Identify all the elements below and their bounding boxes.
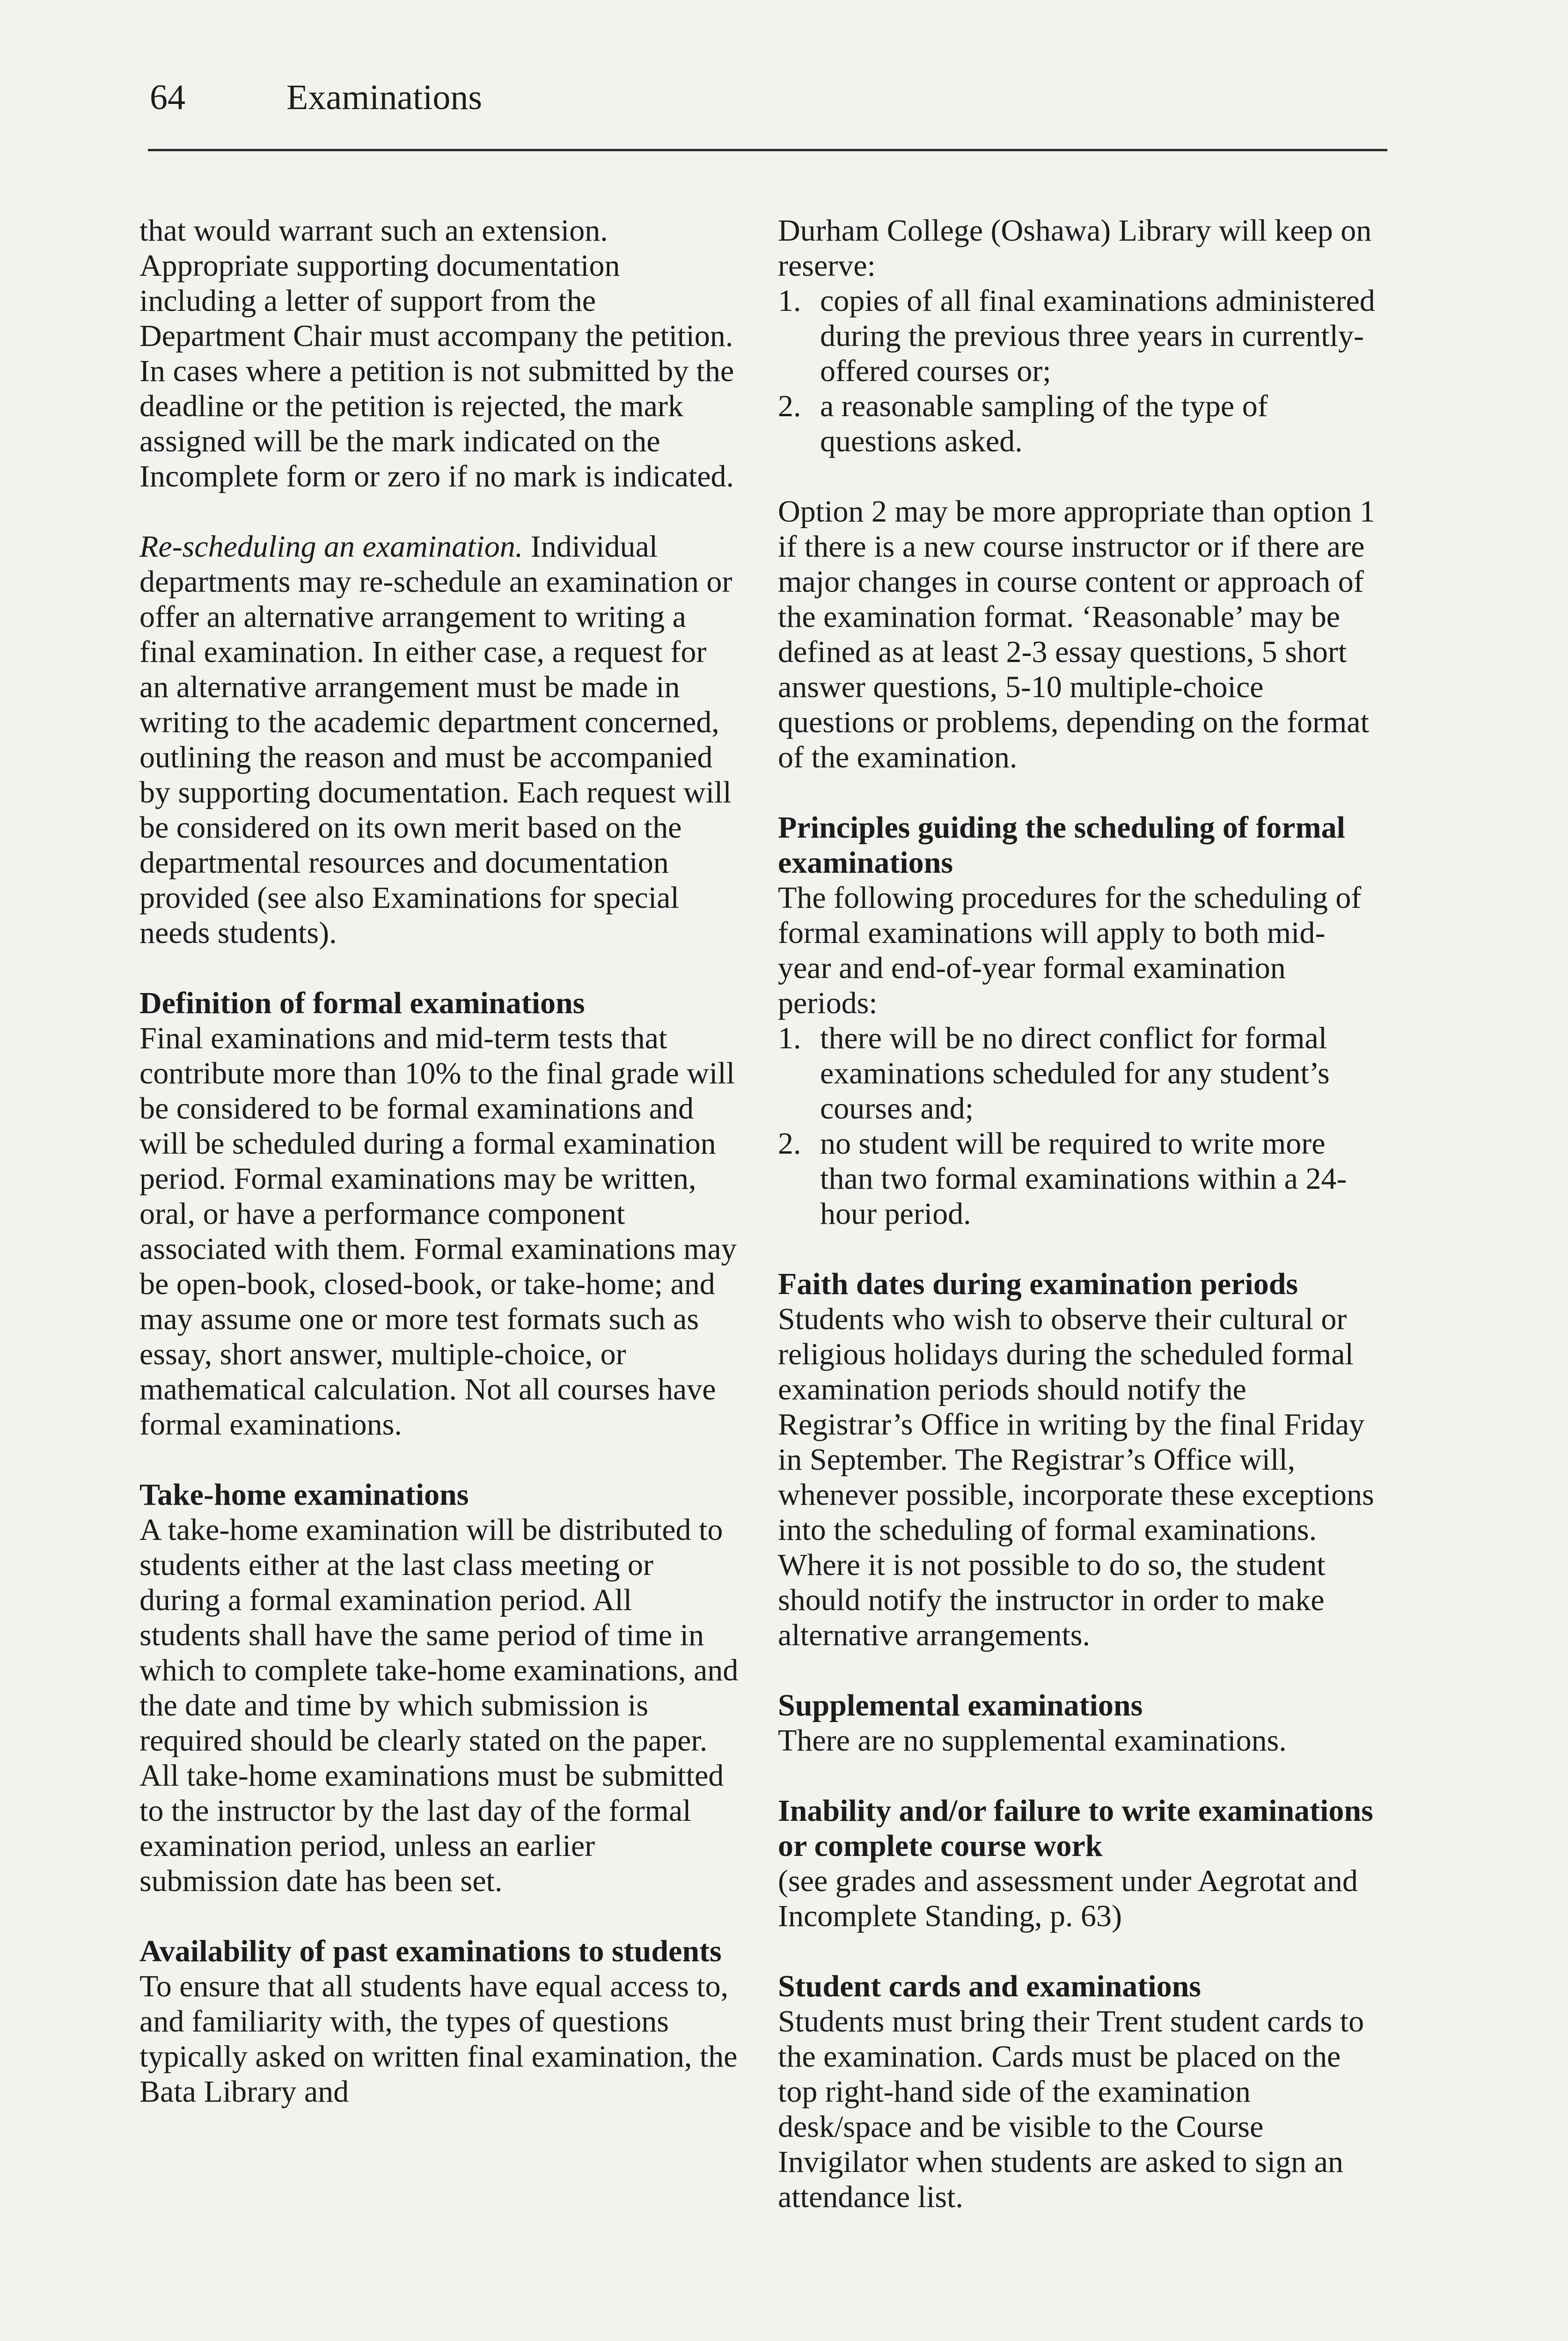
principles-heading: Principles guiding the scheduling of formal examinations [778,810,1345,880]
past-exams-heading: Availability of past examinations to students [139,1934,722,1968]
list-item [778,389,1377,459]
list-item-text: there will be no direct conflict for formal examinations scheduled for any student’s courses and; [820,1021,1330,1126]
list-item-text: a reasonable sampling of the type of questions asked. [820,389,1268,458]
supplemental-block [778,1688,1377,1758]
inability-paragraph: (see grades and assessment under Aegrotat and Incomplete Standing, p. 63) [778,1864,1358,1933]
supplemental-paragraph: There are no supplemental examinations. [778,1723,1287,1758]
section-title: Examinations [286,78,482,117]
list-item-number: 1. [778,284,801,318]
list-item-number: 2. [778,1126,801,1161]
past-exams-continued-block [778,213,1377,459]
left-column [139,213,739,2144]
past-exams-paragraph: To ensure that all students have equal access to, and familiarity with, the types of questions typically asked on written final examination, the Bata Library and [139,1969,738,2109]
reserve-list [778,283,1377,459]
list-item-text: no student will be required to write more than two formal examinations within a 24-hour period. [820,1126,1347,1231]
header-rule [148,149,1387,151]
student-cards-heading: Student cards and examinations [778,1969,1201,2003]
inability-block [778,1793,1377,1934]
list-item-text: copies of all final examinations administered during the previous three years in currently-offered courses or; [820,284,1375,388]
list-item-number: 2. [778,389,801,423]
definition-heading: Definition of formal examinations [139,986,585,1020]
rescheduling-block [139,529,739,950]
principles-intro: The following procedures for the scheduling of formal examinations will apply to both mid-year and end-of-year formal examination periods: [778,881,1362,1020]
faith-dates-block [778,1266,1377,1653]
list-item [778,283,1377,389]
faith-dates-paragraph: Students who wish to observe their cultural or religious holidays during the scheduled formal examination periods should notify the Registrar’s Office in writing by the final Friday in September. The Registrar’s Office will, whenever possible, incorporate these exceptions into the scheduling of formal examinations. Where it is not possible to do so, the student should notify the instructor in order to make alternative arrangements. [778,1302,1374,1652]
right-column [778,213,1377,2250]
take-home-heading: Take-home examinations [139,1478,469,1512]
incomplete-continuation-block [139,213,739,494]
incomplete-continuation-paragraph: that would warrant such an extension. Appropriate supporting documentation including a letter of support from the Department Chair must accompany the petition. In cases where a petition is not submitted by the deadline or the petition is rejected, the mark assigned will be the mark indicated on the Incomplete form or zero if no mark is indicated. [139,213,734,493]
student-cards-block [778,1969,1377,2215]
option-block [778,494,1377,775]
page-number: 64 [150,78,185,117]
take-home-paragraph: A take-home examination will be distributed to students either at the last class meeting or during a formal examination period. All students shall have the same period of time in which to complete take-home examinations, and the date and time by which submission is required should be clearly stated on the paper. All take-home examinations must be submitted to the instructor by the last day of the formal examination period, unless an earlier submission date has been set. [139,1513,739,1898]
principles-block [778,810,1377,1231]
faith-dates-heading: Faith dates during examination periods [778,1267,1298,1301]
inability-heading: Inability and/or failure to write examinations or complete course work [778,1794,1373,1863]
running-head [150,69,1385,125]
rescheduling-text: Individual departments may re-schedule an examination or offer an alternative arrangement to writing a final examination. In either case, a request for an alternative arrangement must be made in writing to the academic department concerned, outlining the reason and must be accompanied by supporting documentation. Each request will be considered on its own merit based on the departmental resources and documentation provided (see also Examinations for special needs students). [139,530,733,950]
definition-paragraph: Final examinations and mid-term tests that contribute more than 10% to the final grade will be considered to be formal examinations and will be scheduled during a formal examination period. Formal examinations may be written, oral, or have a performance component associated with them. Formal examinations may be open-book, closed-book, or take-home; and may assume one or more test formats such as essay, short answer, multiple-choice, or mathematical calculation. Not all courses have formal examinations. [139,1021,737,1442]
rescheduling-run-in-heading: Re-scheduling an examination. [139,530,523,564]
list-item [778,1021,1377,1126]
past-exams-block [139,1934,739,2109]
past-exams-intro: Durham College (Oshawa) Library will keep on reserve: [778,213,1372,283]
take-home-block [139,1477,739,1899]
rescheduling-paragraph [139,529,739,950]
list-item-number: 1. [778,1021,801,1055]
definition-block [139,986,739,1442]
list-item [778,1126,1377,1231]
supplemental-heading: Supplemental examinations [778,1688,1143,1723]
option-paragraph: Option 2 may be more appropriate than option 1 if there is a new course instructor or if there are major changes in course content or approach of the examination format. ‘Reasonable’ may be defined as at least 2-3 essay questions, 5 short answer questions, 5-10 multiple-choice questions or problems, depending on the format of the examination. [778,494,1375,774]
student-cards-paragraph: Students must bring their Trent student cards to the examination. Cards must be placed on the top right-hand side of the examination desk/space and be visible to the Course Invigilator when students are asked to sign an attendance list. [778,2004,1364,2214]
principles-list [778,1021,1377,1231]
